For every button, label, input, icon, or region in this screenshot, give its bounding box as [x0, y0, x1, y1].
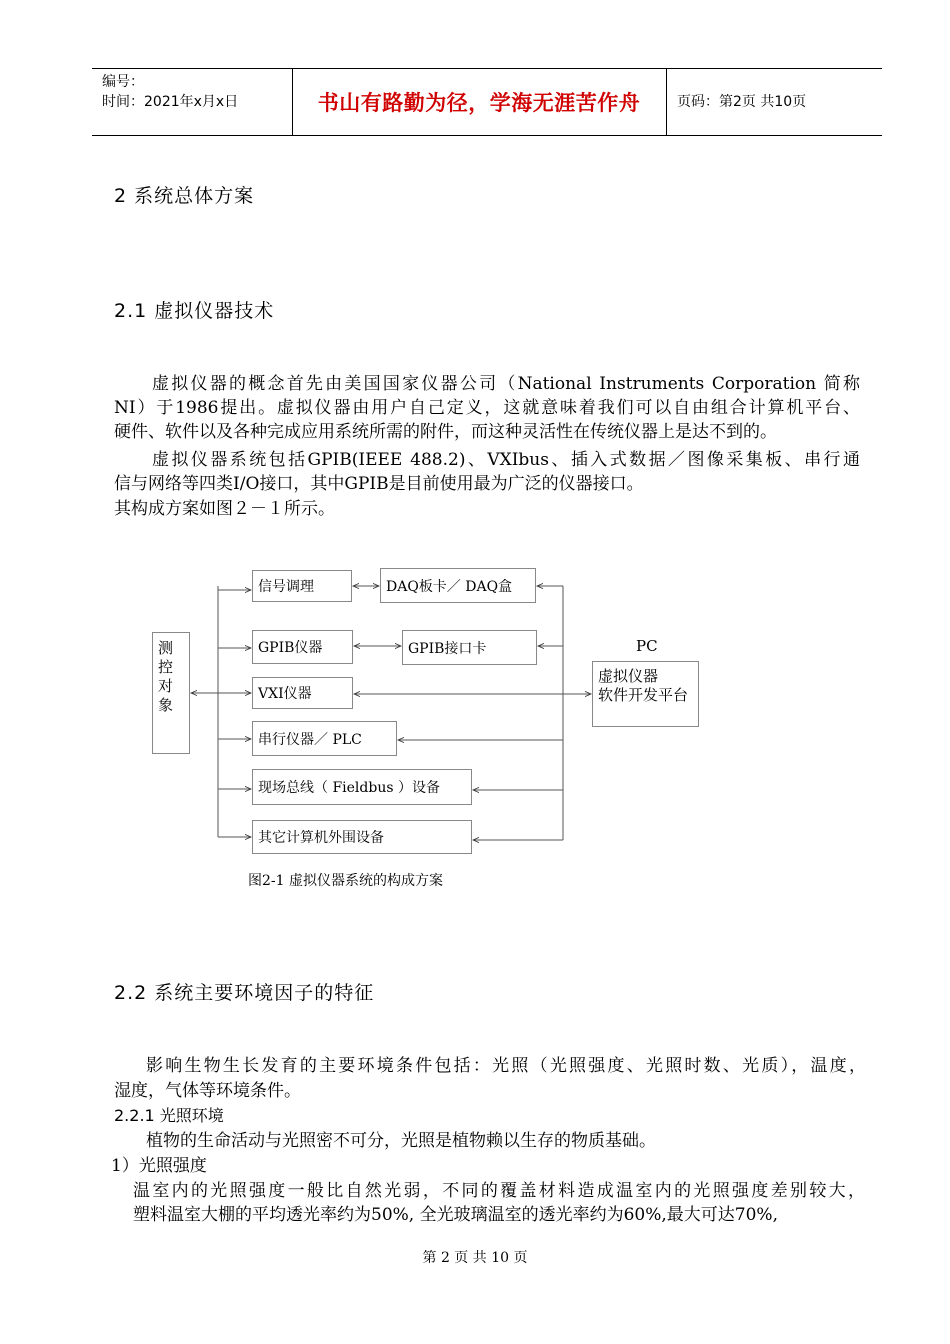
paragraph-line: 虚拟仪器的概念首先由美国国家仪器公司（National Instruments Corporation 简称: [152, 374, 860, 394]
platform-label-line: 软件开发平台: [598, 686, 689, 704]
gpib-card-box: [402, 630, 537, 665]
paragraph-line: 植物的生命活动与光照密不可分，光照是植物赖以生存的物质基础。: [146, 1131, 656, 1151]
page-footer: 第 2 页 共 10 页: [422, 1250, 528, 1266]
daq-box: [380, 568, 536, 603]
controlled-object-box: [152, 632, 190, 754]
figure-caption: 图2-1 虚拟仪器系统的构成方案: [248, 873, 443, 889]
gpib-instrument-box: [252, 630, 353, 664]
vxi-instrument-box: [252, 677, 353, 709]
paragraph-line: 湿度，气体等环境条件。: [114, 1081, 301, 1101]
serial-instrument-label: 串行仪器／ PLC: [258, 731, 362, 748]
paragraph-line: 硬件、软件以及各种完成应用系统所需的附件，而这种灵活性在传统仪器上是达不到的。: [114, 422, 777, 442]
paragraph-line: 影响生物生长发育的主要环境条件包括：光照（光照强度、光照时数、光质），温度，: [146, 1056, 866, 1076]
peripheral-device-box: [252, 820, 472, 854]
header-time-label: 时间：2021年x月x日: [102, 94, 239, 110]
gpib-card-label: GPIB接口卡: [408, 640, 487, 657]
vxi-instrument-label: VXI仪器: [258, 686, 312, 702]
item-1-title: 1）光照强度: [111, 1156, 207, 1176]
object-char: 控: [158, 658, 174, 676]
software-platform-box: [592, 661, 699, 727]
serial-instrument-box: [252, 721, 397, 756]
paragraph-line: 塑料温室大棚的平均透光率约为50%, 全光玻璃温室的透光率约为60%,最大可达70%,: [133, 1205, 778, 1225]
header-page-label: 页码：第2页 共10页: [677, 94, 807, 110]
section-2-title: 2 系统总体方案: [114, 185, 255, 207]
signal-conditioning-label: 信号调理: [258, 579, 314, 595]
paragraph-line: 其构成方案如图２－１所示。: [114, 499, 335, 519]
object-char: 象: [158, 696, 174, 714]
paragraph-line: 虚拟仪器系统包括GPIB(IEEE 488.2)、VXIbus、插入式数据／图像采集板、串行通: [152, 450, 860, 470]
header-motto: 书山有路勤为径，学海无涯苦作舟: [317, 90, 641, 115]
object-char: 测: [158, 639, 174, 657]
section-2-2-1-title: 2.2.1 光照环境: [114, 1106, 224, 1125]
platform-label-line: 虚拟仪器: [598, 667, 659, 685]
fieldbus-device-label: 现场总线（ Fieldbus ）设备: [258, 780, 440, 796]
paragraph-line: NI）于1986提出。虚拟仪器由用户自己定义，这就意味着我们可以自由组合计算机平台、: [114, 398, 860, 418]
paragraph-line: 温室内的光照强度一般比自然光弱，不同的覆盖材料造成温室内的光照强度差别较大，: [133, 1181, 865, 1201]
header-number-label: 编号：: [102, 74, 144, 90]
daq-label: DAQ板卡／ DAQ盒: [386, 578, 513, 595]
signal-conditioning-box: [252, 570, 352, 602]
gpib-instrument-label: GPIB仪器: [258, 640, 323, 656]
pc-label: PC: [636, 637, 658, 655]
section-2-1-title: 2.1 虚拟仪器技术: [114, 300, 275, 322]
object-char: 对: [158, 677, 174, 695]
paragraph-line: 信与网络等四类I/O接口，其中GPIB是目前使用最为广泛的仪器接口。: [114, 474, 644, 494]
fieldbus-device-box: [252, 769, 472, 805]
section-2-2-title: 2.2 系统主要环境因子的特征: [114, 982, 375, 1004]
peripheral-device-label: 其它计算机外围设备: [258, 830, 384, 846]
